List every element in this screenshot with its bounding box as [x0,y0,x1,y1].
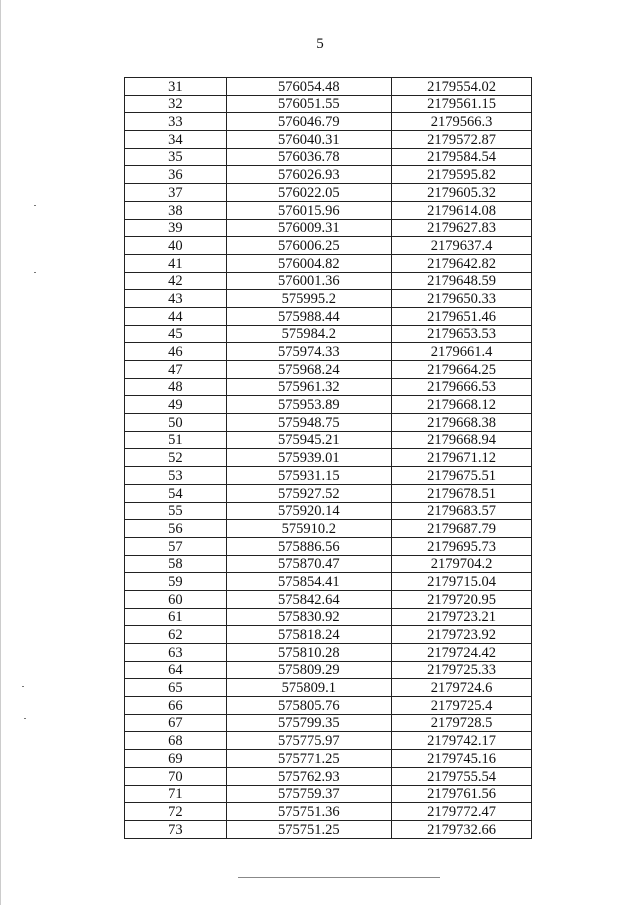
table-row [125,414,532,432]
y-coordinate-cell: 2179650.33 [392,290,532,308]
table-row [125,803,532,821]
point-number-cell: 31 [125,78,227,96]
x-coordinate-cell: 575805.76 [226,697,391,715]
table-row [125,78,532,96]
x-coordinate-cell: 575762.93 [226,767,391,785]
x-coordinate-cell: 576026.93 [226,166,391,184]
table-row [125,307,532,325]
x-coordinate-cell: 575945.21 [226,431,391,449]
table-row [125,131,532,149]
x-coordinate-cell: 575995.2 [226,290,391,308]
y-coordinate-cell: 2179724.6 [392,679,532,697]
point-number-cell: 44 [125,307,227,325]
y-coordinate-cell: 2179648.59 [392,272,532,290]
y-coordinate-cell: 2179627.83 [392,219,532,237]
point-number-cell: 42 [125,272,227,290]
point-number-cell: 67 [125,714,227,732]
table-row [125,785,532,803]
y-coordinate-cell: 2179723.21 [392,608,532,626]
table-row [125,573,532,591]
table-row [125,679,532,697]
x-coordinate-cell: 575810.28 [226,644,391,662]
point-number-cell: 58 [125,555,227,573]
table-row [125,449,532,467]
page-edge [0,0,1,905]
table-row [125,290,532,308]
y-coordinate-cell: 2179584.54 [392,148,532,166]
x-coordinate-cell: 576001.36 [226,272,391,290]
table-row [125,237,532,255]
x-coordinate-cell: 576036.78 [226,148,391,166]
y-coordinate-cell: 2179572.87 [392,131,532,149]
table-row [125,184,532,202]
table-row [125,750,532,768]
table-row [125,396,532,414]
x-coordinate-cell: 575988.44 [226,307,391,325]
point-number-cell: 36 [125,166,227,184]
y-coordinate-cell: 2179595.82 [392,166,532,184]
x-coordinate-cell: 575984.2 [226,325,391,343]
point-number-cell: 49 [125,396,227,414]
x-coordinate-cell: 575842.64 [226,590,391,608]
y-coordinate-cell: 2179723.92 [392,626,532,644]
table-row [125,378,532,396]
point-number-cell: 52 [125,449,227,467]
x-coordinate-cell: 575809.29 [226,661,391,679]
margin-mark [22,686,24,687]
y-coordinate-cell: 2179715.04 [392,573,532,591]
table-row [125,201,532,219]
x-coordinate-cell: 575931.15 [226,467,391,485]
y-coordinate-cell: 2179704.2 [392,555,532,573]
table-row [125,361,532,379]
table-row [125,272,532,290]
point-number-cell: 69 [125,750,227,768]
y-coordinate-cell: 2179742.17 [392,732,532,750]
table-row [125,148,532,166]
x-coordinate-cell: 575920.14 [226,502,391,520]
point-number-cell: 38 [125,201,227,219]
table-row [125,166,532,184]
point-number-cell: 37 [125,184,227,202]
y-coordinate-cell: 2179668.38 [392,414,532,432]
y-coordinate-cell: 2179554.02 [392,78,532,96]
y-coordinate-cell: 2179668.12 [392,396,532,414]
point-number-cell: 59 [125,573,227,591]
table-row [125,343,532,361]
y-coordinate-cell: 2179732.66 [392,820,532,838]
x-coordinate-cell: 575775.97 [226,732,391,750]
y-coordinate-cell: 2179745.16 [392,750,532,768]
table-row [125,219,532,237]
x-coordinate-cell: 575818.24 [226,626,391,644]
point-number-cell: 39 [125,219,227,237]
point-number-cell: 57 [125,537,227,555]
table-row [125,537,532,555]
y-coordinate-cell: 2179664.25 [392,361,532,379]
y-coordinate-cell: 2179671.12 [392,449,532,467]
table-row [125,502,532,520]
table-row [125,661,532,679]
y-coordinate-cell: 2179728.5 [392,714,532,732]
y-coordinate-cell: 2179695.73 [392,537,532,555]
y-coordinate-cell: 2179637.4 [392,237,532,255]
table-row [125,590,532,608]
table-row [125,325,532,343]
y-coordinate-cell: 2179720.95 [392,590,532,608]
x-coordinate-cell: 576040.31 [226,131,391,149]
coordinates-table [124,77,532,839]
table-row [125,431,532,449]
y-coordinate-cell: 2179666.53 [392,378,532,396]
point-number-cell: 64 [125,661,227,679]
x-coordinate-cell: 575751.36 [226,803,391,821]
point-number-cell: 70 [125,767,227,785]
table-row [125,484,532,502]
y-coordinate-cell: 2179668.94 [392,431,532,449]
margin-mark [24,718,26,719]
point-number-cell: 47 [125,361,227,379]
y-coordinate-cell: 2179642.82 [392,254,532,272]
y-coordinate-cell: 2179614.08 [392,201,532,219]
table-row [125,714,532,732]
x-coordinate-cell: 575948.75 [226,414,391,432]
x-coordinate-cell: 576006.25 [226,237,391,255]
page-number: 5 [316,36,324,52]
x-coordinate-cell: 575751.25 [226,820,391,838]
point-number-cell: 41 [125,254,227,272]
y-coordinate-cell: 2179661.4 [392,343,532,361]
y-coordinate-cell: 2179566.3 [392,113,532,131]
y-coordinate-cell: 2179755.54 [392,767,532,785]
point-number-cell: 34 [125,131,227,149]
x-coordinate-cell: 575927.52 [226,484,391,502]
x-coordinate-cell: 576046.79 [226,113,391,131]
x-coordinate-cell: 575854.41 [226,573,391,591]
bottom-rule [238,877,440,878]
point-number-cell: 68 [125,732,227,750]
x-coordinate-cell: 575953.89 [226,396,391,414]
point-number-cell: 35 [125,148,227,166]
x-coordinate-cell: 575961.32 [226,378,391,396]
point-number-cell: 71 [125,785,227,803]
point-number-cell: 56 [125,520,227,538]
table-row [125,644,532,662]
x-coordinate-cell: 575974.33 [226,343,391,361]
x-coordinate-cell: 575939.01 [226,449,391,467]
y-coordinate-cell: 2179675.51 [392,467,532,485]
point-number-cell: 53 [125,467,227,485]
point-number-cell: 46 [125,343,227,361]
point-number-cell: 48 [125,378,227,396]
x-coordinate-cell: 576015.96 [226,201,391,219]
table-row [125,820,532,838]
y-coordinate-cell: 2179651.46 [392,307,532,325]
table-row [125,767,532,785]
table-row [125,732,532,750]
coordinates-table-body [125,78,532,839]
point-number-cell: 72 [125,803,227,821]
point-number-cell: 33 [125,113,227,131]
point-number-cell: 51 [125,431,227,449]
y-coordinate-cell: 2179772.47 [392,803,532,821]
point-number-cell: 60 [125,590,227,608]
y-coordinate-cell: 2179761.56 [392,785,532,803]
x-coordinate-cell: 575759.37 [226,785,391,803]
x-coordinate-cell: 575870.47 [226,555,391,573]
x-coordinate-cell: 576004.82 [226,254,391,272]
table-row [125,626,532,644]
table-row [125,555,532,573]
x-coordinate-cell: 575886.56 [226,537,391,555]
point-number-cell: 66 [125,697,227,715]
y-coordinate-cell: 2179678.51 [392,484,532,502]
point-number-cell: 63 [125,644,227,662]
x-coordinate-cell: 576009.31 [226,219,391,237]
y-coordinate-cell: 2179561.15 [392,95,532,113]
point-number-cell: 65 [125,679,227,697]
margin-mark [34,272,36,273]
table-row [125,254,532,272]
x-coordinate-cell: 576051.55 [226,95,391,113]
point-number-cell: 55 [125,502,227,520]
y-coordinate-cell: 2179683.57 [392,502,532,520]
y-coordinate-cell: 2179653.53 [392,325,532,343]
point-number-cell: 54 [125,484,227,502]
x-coordinate-cell: 575830.92 [226,608,391,626]
point-number-cell: 45 [125,325,227,343]
table-row [125,467,532,485]
x-coordinate-cell: 575799.35 [226,714,391,732]
y-coordinate-cell: 2179687.79 [392,520,532,538]
point-number-cell: 43 [125,290,227,308]
y-coordinate-cell: 2179725.4 [392,697,532,715]
x-coordinate-cell: 576054.48 [226,78,391,96]
margin-mark [34,205,36,206]
table-row [125,95,532,113]
point-number-cell: 61 [125,608,227,626]
y-coordinate-cell: 2179725.33 [392,661,532,679]
x-coordinate-cell: 575771.25 [226,750,391,768]
point-number-cell: 62 [125,626,227,644]
x-coordinate-cell: 575968.24 [226,361,391,379]
point-number-cell: 73 [125,820,227,838]
y-coordinate-cell: 2179605.32 [392,184,532,202]
table-row [125,113,532,131]
point-number-cell: 32 [125,95,227,113]
x-coordinate-cell: 575910.2 [226,520,391,538]
table-row [125,608,532,626]
x-coordinate-cell: 576022.05 [226,184,391,202]
table-row [125,697,532,715]
y-coordinate-cell: 2179724.42 [392,644,532,662]
point-number-cell: 50 [125,414,227,432]
x-coordinate-cell: 575809.1 [226,679,391,697]
table-row [125,520,532,538]
point-number-cell: 40 [125,237,227,255]
